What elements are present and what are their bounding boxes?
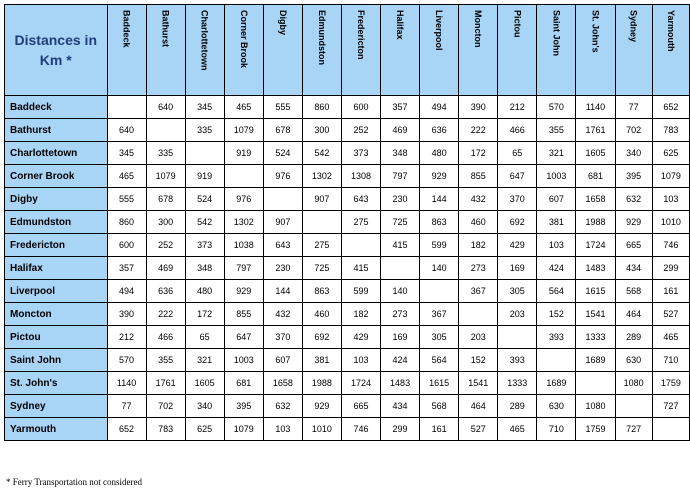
distance-cell: 152	[459, 349, 498, 372]
distance-cell: 212	[107, 326, 146, 349]
distance-cell: 652	[652, 96, 689, 119]
column-header-label: Sydney	[628, 10, 639, 43]
distance-cell: 710	[652, 349, 689, 372]
row-header-pictou: Pictou	[5, 326, 108, 349]
distance-cell: 929	[615, 211, 652, 234]
distance-cell: 647	[498, 165, 537, 188]
distance-cell: 555	[263, 96, 302, 119]
footnote: * Ferry Transportation not considered	[6, 477, 142, 487]
distance-cell: 381	[537, 211, 576, 234]
distance-cell: 465	[498, 418, 537, 441]
distance-cell: 373	[341, 142, 380, 165]
distance-cell: 289	[498, 395, 537, 418]
distance-cell: 630	[615, 349, 652, 372]
distance-cell: 1333	[576, 326, 615, 349]
distance-cell: 355	[146, 349, 185, 372]
distance-cell: 1333	[498, 372, 537, 395]
distance-cell: 65	[185, 326, 224, 349]
distance-cell: 681	[224, 372, 263, 395]
column-header-label: Corner Brook	[238, 10, 249, 69]
column-header-label: St. John's	[590, 10, 601, 53]
distance-cell	[341, 234, 380, 257]
distance-cell: 600	[341, 96, 380, 119]
distance-cell: 1759	[576, 418, 615, 441]
distance-cell: 907	[263, 211, 302, 234]
distance-cell: 182	[459, 234, 498, 257]
distance-cell: 103	[652, 188, 689, 211]
distance-cell: 345	[185, 96, 224, 119]
row-header-moncton: Moncton	[5, 303, 108, 326]
distance-cell: 355	[537, 119, 576, 142]
distance-cell: 1079	[146, 165, 185, 188]
distance-cell: 222	[146, 303, 185, 326]
row-header-baddeck: Baddeck	[5, 96, 108, 119]
distance-cell: 643	[341, 188, 380, 211]
distance-cell: 340	[615, 142, 652, 165]
distance-cell: 630	[537, 395, 576, 418]
distance-cell: 357	[381, 96, 420, 119]
table-row-halifax	[5, 257, 690, 280]
distance-cell: 1010	[302, 418, 341, 441]
distance-cell: 169	[381, 326, 420, 349]
column-header-label: Bathurst	[160, 10, 171, 48]
distance-cell: 466	[146, 326, 185, 349]
distance-cell: 460	[302, 303, 341, 326]
table-body	[5, 96, 690, 441]
distance-cell: 727	[652, 395, 689, 418]
distance-cell: 568	[615, 280, 652, 303]
distance-cell: 434	[615, 257, 652, 280]
distance-cell: 570	[107, 349, 146, 372]
distance-cell: 643	[263, 234, 302, 257]
distance-cell: 640	[107, 119, 146, 142]
distance-cell: 1658	[576, 188, 615, 211]
row-header-charlottetown: Charlottetown	[5, 142, 108, 165]
distance-cell: 1615	[420, 372, 459, 395]
distance-cell: 665	[615, 234, 652, 257]
distance-cell: 1038	[224, 234, 263, 257]
distance-cell: 855	[459, 165, 498, 188]
table-row-pictou	[5, 326, 690, 349]
distance-cell: 797	[224, 257, 263, 280]
distance-cell: 919	[185, 165, 224, 188]
distance-cell: 390	[459, 96, 498, 119]
distance-cell: 1080	[576, 395, 615, 418]
distance-cell	[498, 326, 537, 349]
distance-cell: 710	[537, 418, 576, 441]
distance-cell: 568	[420, 395, 459, 418]
distance-cell: 1724	[576, 234, 615, 257]
distance-cell: 542	[302, 142, 341, 165]
column-header-label: Moncton	[473, 10, 484, 48]
column-header-corner-brook	[224, 5, 263, 96]
column-header-label: Edmundston	[316, 10, 327, 65]
distance-cell: 1010	[652, 211, 689, 234]
distance-cell: 140	[420, 257, 459, 280]
distance-cell: 527	[652, 303, 689, 326]
distance-cell: 393	[498, 349, 537, 372]
distance-cell: 415	[341, 257, 380, 280]
distance-cell: 348	[185, 257, 224, 280]
distance-cell: 464	[615, 303, 652, 326]
column-header-saint-john	[537, 5, 576, 96]
column-header-digby	[263, 5, 302, 96]
distance-cell	[420, 280, 459, 303]
row-header-saint-john: Saint John	[5, 349, 108, 372]
distance-cell: 564	[420, 349, 459, 372]
distance-cell	[224, 165, 263, 188]
distance-cell: 203	[498, 303, 537, 326]
distance-cell: 103	[263, 418, 302, 441]
distance-cell: 367	[420, 303, 459, 326]
row-header-digby: Digby	[5, 188, 108, 211]
distance-cell: 161	[652, 280, 689, 303]
distance-cell: 1079	[652, 165, 689, 188]
distance-cell: 370	[498, 188, 537, 211]
distance-cell	[146, 119, 185, 142]
distance-cell: 652	[107, 418, 146, 441]
distance-cell: 929	[302, 395, 341, 418]
row-header-corner-brook: Corner Brook	[5, 165, 108, 188]
row-header-edmundston: Edmundston	[5, 211, 108, 234]
distance-cell: 929	[224, 280, 263, 303]
distance-cell: 103	[341, 349, 380, 372]
distance-cell: 465	[107, 165, 146, 188]
column-header-liverpool	[420, 5, 459, 96]
distance-cell: 222	[459, 119, 498, 142]
distance-cell: 783	[652, 119, 689, 142]
distance-cell: 555	[107, 188, 146, 211]
distance-cell: 746	[341, 418, 380, 441]
distance-cell: 305	[498, 280, 537, 303]
column-header-label: Liverpool	[434, 10, 445, 51]
distance-cell: 1541	[459, 372, 498, 395]
distance-cell: 725	[381, 211, 420, 234]
distance-cell: 783	[146, 418, 185, 441]
distance-cell: 599	[420, 234, 459, 257]
distance-cell: 299	[652, 257, 689, 280]
distance-cell: 1483	[576, 257, 615, 280]
distance-cell	[537, 349, 576, 372]
row-header-liverpool: Liverpool	[5, 280, 108, 303]
distance-cell: 527	[459, 418, 498, 441]
distance-cell: 863	[302, 280, 341, 303]
distance-cell: 1541	[576, 303, 615, 326]
distance-cell: 636	[146, 280, 185, 303]
distance-cell: 746	[652, 234, 689, 257]
distance-cell: 976	[224, 188, 263, 211]
distance-cell: 702	[615, 119, 652, 142]
distance-cell: 929	[420, 165, 459, 188]
distance-cell: 434	[381, 395, 420, 418]
distance-cell: 480	[185, 280, 224, 303]
table-row-corner-brook	[5, 165, 690, 188]
distance-cell: 860	[302, 96, 341, 119]
distance-cell: 464	[459, 395, 498, 418]
distance-cell: 692	[498, 211, 537, 234]
distance-cell: 907	[302, 188, 341, 211]
distance-cell: 607	[263, 349, 302, 372]
column-header-edmundston	[302, 5, 341, 96]
table-row-charlottetown	[5, 142, 690, 165]
distance-cell: 678	[146, 188, 185, 211]
column-header-label: Halifax	[395, 10, 406, 40]
distance-cell: 1003	[537, 165, 576, 188]
distance-cell: 919	[224, 142, 263, 165]
column-header-label: Digby	[277, 10, 288, 36]
distance-cell: 1759	[652, 372, 689, 395]
distance-cell: 169	[498, 257, 537, 280]
distance-cell: 340	[185, 395, 224, 418]
distance-cell: 345	[107, 142, 146, 165]
distance-cell: 373	[185, 234, 224, 257]
distance-cell	[381, 257, 420, 280]
distance-cell: 321	[185, 349, 224, 372]
distance-cell: 212	[498, 96, 537, 119]
distance-cell: 564	[537, 280, 576, 303]
table-row-liverpool	[5, 280, 690, 303]
distance-cell: 273	[459, 257, 498, 280]
distance-cell: 607	[537, 188, 576, 211]
distance-cell: 203	[459, 326, 498, 349]
distance-cell: 144	[263, 280, 302, 303]
distance-cell: 1689	[537, 372, 576, 395]
row-header-fredericton: Fredericton	[5, 234, 108, 257]
distance-cell: 465	[224, 96, 263, 119]
distance-cell: 424	[537, 257, 576, 280]
distance-cell: 665	[341, 395, 380, 418]
distance-cell: 1761	[576, 119, 615, 142]
distance-cell: 77	[107, 395, 146, 418]
row-header-sydney: Sydney	[5, 395, 108, 418]
table-row-st-john-s	[5, 372, 690, 395]
distance-cell: 393	[537, 326, 576, 349]
distance-cell: 77	[615, 96, 652, 119]
distance-cell: 1079	[224, 119, 263, 142]
column-header-halifax	[381, 5, 420, 96]
distance-cell: 702	[146, 395, 185, 418]
column-header-label: Fredericton	[355, 10, 366, 60]
distance-cell: 860	[107, 211, 146, 234]
distance-cell: 1605	[185, 372, 224, 395]
distance-cell: 494	[420, 96, 459, 119]
distance-cell	[615, 395, 652, 418]
distance-cell: 275	[302, 234, 341, 257]
distance-cell: 429	[341, 326, 380, 349]
distance-cell	[576, 372, 615, 395]
row-header-halifax: Halifax	[5, 257, 108, 280]
table-row-fredericton	[5, 234, 690, 257]
distance-cell: 230	[263, 257, 302, 280]
distance-cell: 161	[420, 418, 459, 441]
distance-cell: 432	[263, 303, 302, 326]
distance-cell: 524	[263, 142, 302, 165]
distance-cell: 1308	[341, 165, 380, 188]
distance-cell: 1605	[576, 142, 615, 165]
distance-cell: 172	[185, 303, 224, 326]
distance-cell: 1689	[576, 349, 615, 372]
column-header-label: Baddeck	[121, 10, 132, 48]
row-header-bathurst: Bathurst	[5, 119, 108, 142]
column-header-row	[5, 5, 690, 96]
column-header-label: Saint John	[551, 10, 562, 57]
distance-cell: 415	[381, 234, 420, 257]
distance-cell: 357	[107, 257, 146, 280]
column-header-bathurst	[146, 5, 185, 96]
distance-cell: 321	[537, 142, 576, 165]
column-header-label: Pictou	[512, 10, 523, 38]
distance-cell	[459, 303, 498, 326]
distance-cell: 1483	[381, 372, 420, 395]
table-row-bathurst	[5, 119, 690, 142]
distance-cell: 252	[146, 234, 185, 257]
distance-cell: 1003	[224, 349, 263, 372]
distance-cell: 542	[185, 211, 224, 234]
distance-cell: 1615	[576, 280, 615, 303]
distance-cell: 494	[107, 280, 146, 303]
distance-cell: 300	[146, 211, 185, 234]
distance-cell: 1988	[302, 372, 341, 395]
distance-cell: 678	[263, 119, 302, 142]
column-header-sydney	[615, 5, 652, 96]
distance-cell: 465	[652, 326, 689, 349]
distance-cell: 381	[302, 349, 341, 372]
distance-cell: 1080	[615, 372, 652, 395]
distance-cell: 797	[381, 165, 420, 188]
table-row-saint-john	[5, 349, 690, 372]
distance-cell: 140	[381, 280, 420, 303]
distance-cell: 1302	[224, 211, 263, 234]
distance-cell: 632	[263, 395, 302, 418]
distance-cell: 570	[537, 96, 576, 119]
column-header-fredericton	[341, 5, 380, 96]
distance-cell: 1724	[341, 372, 380, 395]
distance-cell: 863	[420, 211, 459, 234]
distance-cell: 1079	[224, 418, 263, 441]
distance-cell: 300	[302, 119, 341, 142]
distance-cell	[302, 211, 341, 234]
column-header-baddeck	[107, 5, 146, 96]
distance-cell: 636	[420, 119, 459, 142]
distance-cell: 647	[224, 326, 263, 349]
table-row-sydney	[5, 395, 690, 418]
table-row-baddeck	[5, 96, 690, 119]
distance-cell: 144	[420, 188, 459, 211]
distance-cell: 524	[185, 188, 224, 211]
distance-cell: 335	[185, 119, 224, 142]
table-row-digby	[5, 188, 690, 211]
column-header-label: Yarmouth	[665, 10, 676, 52]
distance-cell: 299	[381, 418, 420, 441]
distance-cell: 469	[381, 119, 420, 142]
column-header-pictou	[498, 5, 537, 96]
distance-cell: 640	[146, 96, 185, 119]
distance-cell: 681	[576, 165, 615, 188]
distance-cell: 725	[302, 257, 341, 280]
table-row-yarmouth	[5, 418, 690, 441]
distance-cell: 600	[107, 234, 146, 257]
distance-cell: 65	[498, 142, 537, 165]
distance-cell	[652, 418, 689, 441]
distance-cell: 625	[185, 418, 224, 441]
distance-cell	[263, 188, 302, 211]
column-header-st-john-s	[576, 5, 615, 96]
distance-cell: 599	[341, 280, 380, 303]
distance-cell: 1140	[107, 372, 146, 395]
distance-table-container	[4, 4, 690, 441]
distance-cell: 429	[498, 234, 537, 257]
distance-cell: 1761	[146, 372, 185, 395]
distance-cell: 182	[341, 303, 380, 326]
distance-cell: 370	[263, 326, 302, 349]
distance-table	[4, 4, 690, 441]
distance-cell: 1988	[576, 211, 615, 234]
distance-cell: 395	[615, 165, 652, 188]
distance-cell: 275	[341, 211, 380, 234]
distance-cell: 230	[381, 188, 420, 211]
row-header-st-john-s: St. John's	[5, 372, 108, 395]
distance-cell: 395	[224, 395, 263, 418]
distance-cell: 273	[381, 303, 420, 326]
column-header-moncton	[459, 5, 498, 96]
distance-cell: 625	[652, 142, 689, 165]
distance-cell: 172	[459, 142, 498, 165]
distance-cell: 289	[615, 326, 652, 349]
table-row-moncton	[5, 303, 690, 326]
distance-cell: 1658	[263, 372, 302, 395]
distance-cell	[185, 142, 224, 165]
distance-cell: 335	[146, 142, 185, 165]
distance-cell: 432	[459, 188, 498, 211]
distance-cell: 1302	[302, 165, 341, 188]
distance-cell: 305	[420, 326, 459, 349]
distance-cell: 390	[107, 303, 146, 326]
distance-cell: 692	[302, 326, 341, 349]
row-header-yarmouth: Yarmouth	[5, 418, 108, 441]
distance-cell: 976	[263, 165, 302, 188]
distance-cell: 348	[381, 142, 420, 165]
distance-cell: 1140	[576, 96, 615, 119]
distance-cell: 727	[615, 418, 652, 441]
column-header-label: Charlottetown	[199, 10, 210, 71]
table-row-edmundston	[5, 211, 690, 234]
distance-cell: 367	[459, 280, 498, 303]
column-header-yarmouth	[652, 5, 689, 96]
distance-cell: 152	[537, 303, 576, 326]
column-header-charlottetown	[185, 5, 224, 96]
distance-cell: 855	[224, 303, 263, 326]
distance-cell: 460	[459, 211, 498, 234]
distance-cell: 103	[537, 234, 576, 257]
distance-cell: 632	[615, 188, 652, 211]
distance-cell: 480	[420, 142, 459, 165]
distance-cell: 469	[146, 257, 185, 280]
table-title: Distances in Km *	[5, 5, 108, 96]
distance-cell	[107, 96, 146, 119]
distance-cell: 424	[381, 349, 420, 372]
distance-cell: 466	[498, 119, 537, 142]
distance-cell: 252	[341, 119, 380, 142]
